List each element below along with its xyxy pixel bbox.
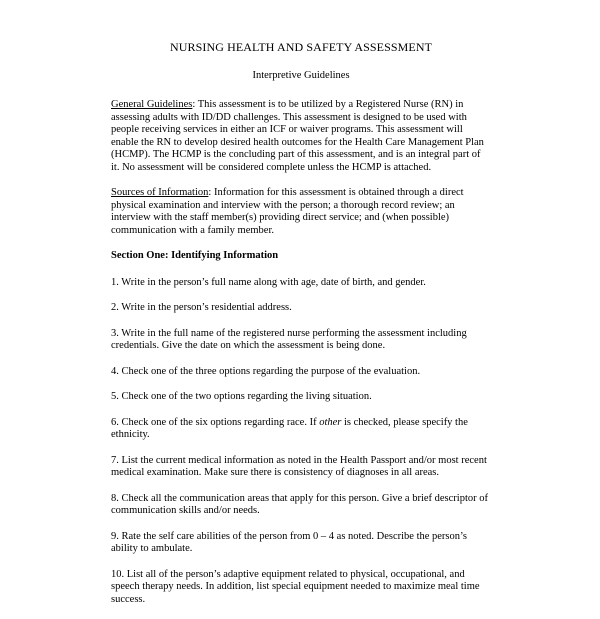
list-item-9: 9. Rate the self care abilities of the person from 0 – 4 as noted. Describe the person’s ability to ambulate.: [111, 530, 468, 554]
general-guidelines-paragraph: [111, 99, 491, 174]
list-item-6-emphasis: other: [319, 416, 342, 428]
document-subtitle: Interpretive Guidelines: [252, 70, 350, 81]
sources-of-information-paragraph: [111, 187, 491, 237]
general-guidelines-heading: General Guidelines: [111, 99, 193, 110]
list-item-6-text-end: is checked, please specify the ethnicity.: [111, 416, 468, 440]
list-item-6-text-start: 6. Check one of the six options regarding race. If: [111, 416, 320, 428]
document-page: [111, 40, 491, 619]
list-item-8: 8. Check all the communication areas that apply for this person. Give a brief descriptor of communication skills and/or needs.: [111, 492, 489, 516]
list-item-7: 7. List the current medical information as noted in the Health Passport and/or most recent medical examination. Make sure there is consistency of diagnoses in all areas.: [111, 454, 487, 478]
list-item-10: 10. List all of the person’s adaptive equipment related to physical, occupational, and speech therapy needs. In addition, list special equipment needed to maximize meal time success.: [111, 568, 480, 605]
general-guidelines-text: : This assessment is to be utilized by a Registered Nurse (RN) in assessing adults with ID/DD challenges. This assessment is designed to be used with people receiving services in either an ICF or waiver programs. This assessment will enable the RN to develop desired health outcomes for the Health Care Management Plan (HCMP). The HCMP is the concluding part of this assessment, and is an integral part of it. No assessment will be considered complete unless the HCMP is attached.: [111, 99, 484, 173]
list-item-2: 2. Write in the person’s residential address.: [111, 302, 292, 313]
list-item-5: 5. Check one of the two options regarding the living situation.: [111, 391, 372, 402]
list-item-6: [111, 417, 491, 442]
list-item-4: 4. Check one of the three options regarding the purpose of the evaluation.: [111, 365, 421, 377]
sources-of-information-text: : Information for this assessment is obtained through a direct physical examination and interview with the person; a thorough record review; an interview with the staff member(s) providing direct service; and (when possible) communication with a family member.: [111, 187, 464, 236]
section-one-heading: Section One: Identifying Information: [111, 250, 279, 261]
list-item-1: 1. Write in the person’s full name along with age, date of birth, and gender.: [111, 276, 426, 288]
sources-of-information-heading: Sources of Information: [111, 187, 209, 198]
list-item-3: 3. Write in the full name of the registered nurse performing the assessment including credentials. Give the date on which the assessment is being done.: [111, 327, 467, 351]
document-title: NURSING HEALTH AND SAFETY ASSESSMENT: [169, 40, 433, 54]
